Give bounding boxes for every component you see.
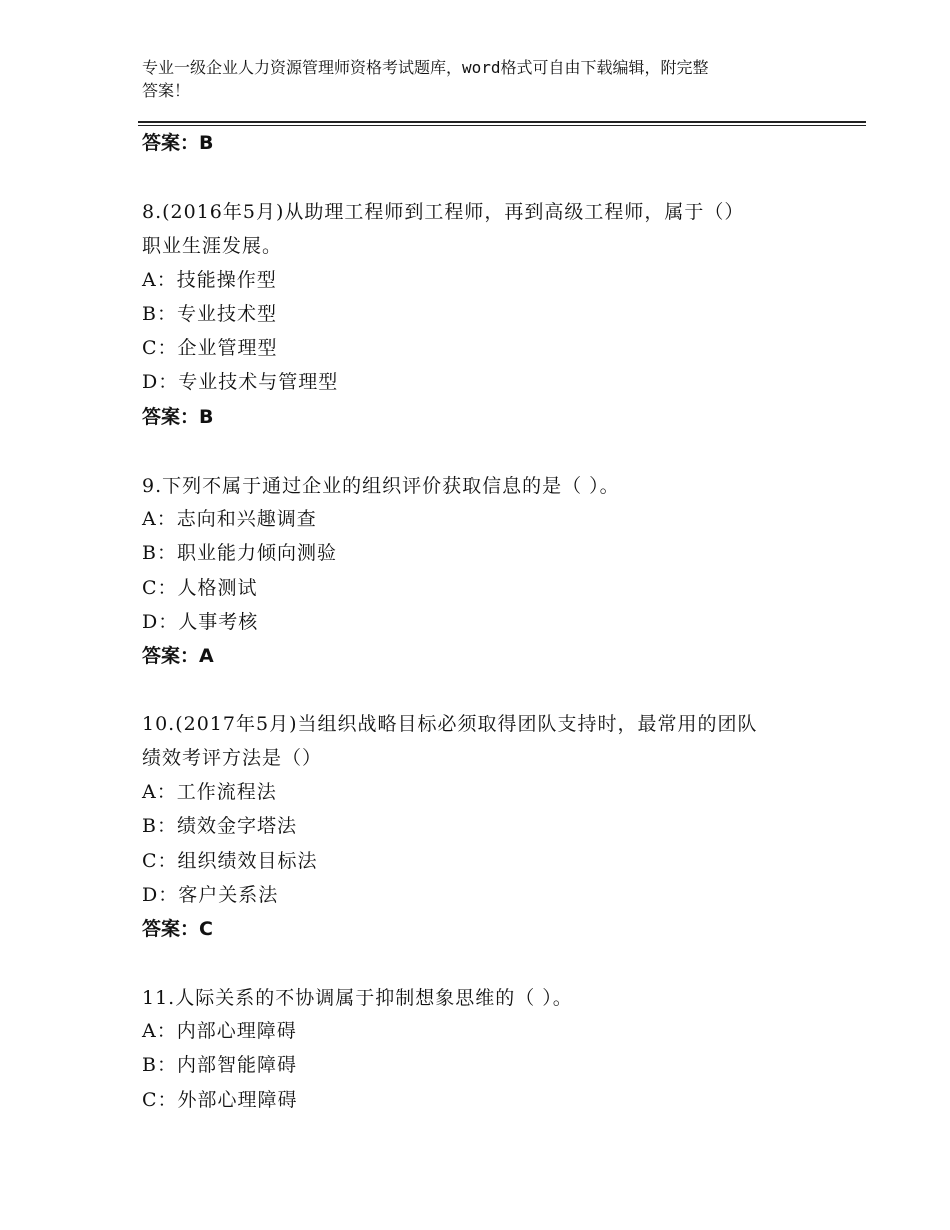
question-11-option-b: B：内部智能障碍 (142, 1054, 297, 1076)
question-9-option-b: B：职业能力倾向测验 (142, 542, 337, 564)
header-divider-thin (138, 125, 866, 126)
header-divider-thick (138, 121, 866, 123)
question-9-option-a: A：志向和兴趣调查 (142, 508, 317, 530)
question-11-option-a: A：内部心理障碍 (142, 1020, 297, 1042)
question-9-option-d: D：人事考核 (142, 611, 259, 633)
question-10-answer: 答案：C (142, 918, 213, 940)
header-line-1: 专业一级企业人力资源管理师资格考试题库，word格式可自由下载编辑，附完整 (142, 58, 709, 77)
question-10-stem-line-1: 10.(2017年5月)当组织战略目标必须取得团队支持时，最常用的团队 (142, 713, 758, 735)
question-9-answer: 答案：A (142, 645, 214, 667)
question-8-option-c: C：企业管理型 (142, 337, 278, 359)
question-8-stem-line-2: 职业生涯发展。 (142, 235, 283, 257)
question-9-stem-line-1: 9.下列不属于通过企业的组织评价获取信息的是（ ）。 (142, 475, 620, 497)
question-8-option-b: B：专业技术型 (142, 303, 277, 325)
header-line-2: 答案！ (142, 81, 191, 100)
question-8-stem-line-1: 8.(2016年5月)从助理工程师到工程师，再到高级工程师，属于（） (142, 201, 745, 223)
question-11-stem-line-1: 11.人际关系的不协调属于抑制想象思维的（ ）。 (142, 987, 573, 1009)
question-8-answer: 答案：B (142, 406, 214, 428)
document-header (142, 56, 812, 102)
question-9-option-c: C：人格测试 (142, 577, 258, 599)
question-10-stem-line-2: 绩效考评方法是（） (142, 747, 323, 769)
question-10-option-d: D：客户关系法 (142, 884, 279, 906)
question-10-option-a: A：工作流程法 (142, 781, 277, 803)
question-8-option-d: D：专业技术与管理型 (142, 371, 339, 393)
question-10-option-c: C：组织绩效目标法 (142, 850, 318, 872)
question-8-option-a: A：技能操作型 (142, 269, 277, 291)
answer-q7: 答案：B (142, 132, 214, 154)
question-11-option-c: C：外部心理障碍 (142, 1089, 298, 1111)
question-10-option-b: B：绩效金字塔法 (142, 815, 297, 837)
